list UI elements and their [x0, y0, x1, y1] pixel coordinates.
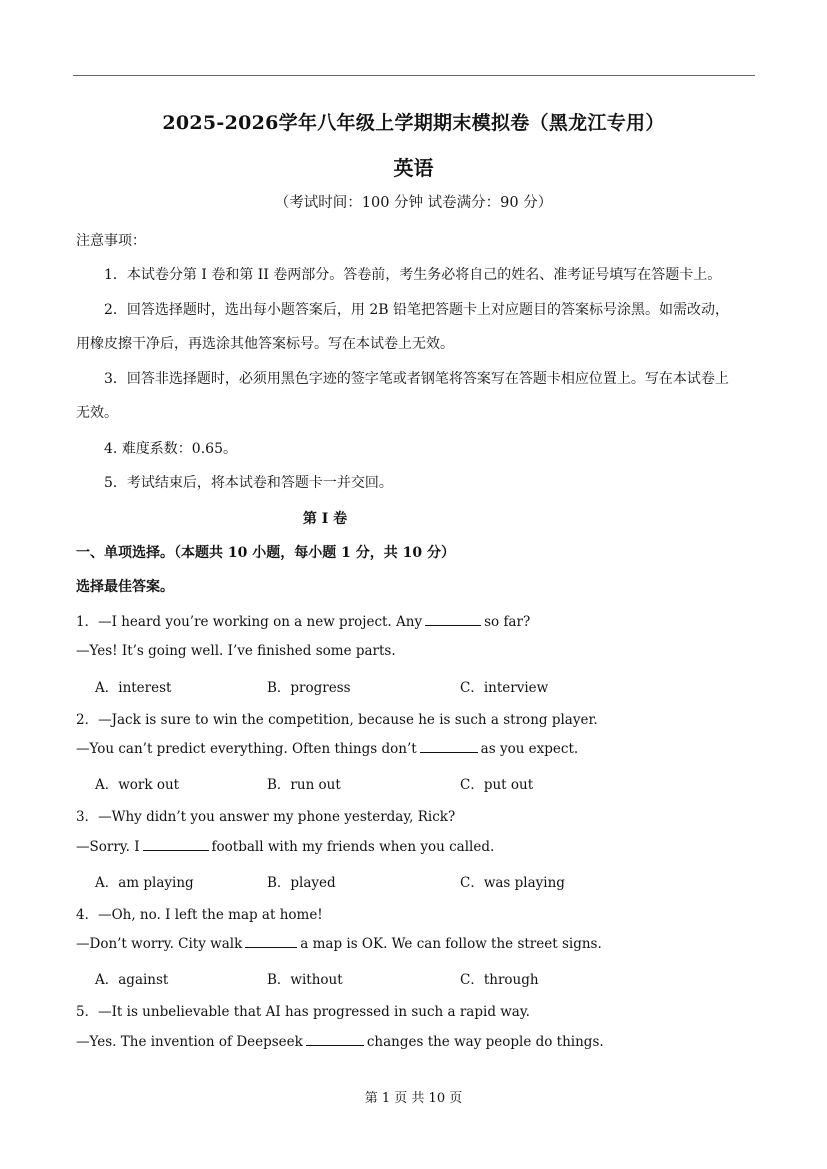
- note-item-1: 1．本试卷分第 I 卷和第 II 卷两部分。答卷前，考生务必将自己的姓名、准考证号填写在答题卡上。: [104, 267, 722, 283]
- note-item-3-cont: 无效。: [76, 405, 118, 421]
- question-1-option-c: C．interview: [460, 680, 549, 696]
- note-item-5: 5．考试结束后，将本试卷和答题卡一并交回。: [104, 475, 393, 491]
- question-2-option-a: A．work out: [95, 777, 180, 793]
- page-footer: 第 1 页 共 10 页: [364, 1091, 463, 1106]
- exam-title: 2025-2026学年八年级上学期期末模拟卷（黑龙江专用）: [162, 112, 665, 134]
- question-5-stem: 5．—It is unbelievable that AI has progressed in such a rapid way.: [76, 1004, 530, 1020]
- question-1-reply: —Yes! It’s going well. I’ve finished some parts.: [76, 643, 396, 659]
- instruction: 选择最佳答案。: [76, 579, 174, 595]
- subject-title: 英语: [393, 156, 434, 180]
- question-3-stem: 3．—Why didn’t you answer my phone yesterday, Rick?: [76, 809, 456, 825]
- question-3-option-b: B．played: [267, 875, 336, 891]
- note-item-2-cont: 用橡皮擦干净后，再选涂其他答案标号。写在本试卷上无效。: [76, 336, 454, 352]
- question-2-option-b: B．run out: [267, 777, 341, 793]
- question-4-reply: —Don’t worry. City walk a map is OK. We can follow the street signs.: [76, 936, 602, 952]
- answer-blank: [425, 613, 481, 626]
- note-item-3: 3．回答非选择题时，必须用黑色字迹的签字笔或者钢笔将答案写在答题卡相应位置上。写在本试卷上: [104, 371, 729, 387]
- answer-blank: [306, 1033, 364, 1046]
- part-title: 一、单项选择。（本题共 10 小题，每小题 1 分，共 10 分）: [76, 545, 455, 561]
- answer-blank: [245, 935, 297, 948]
- question-1-option-a: A．interest: [95, 680, 172, 696]
- question-4-option-c: C．through: [460, 972, 539, 988]
- question-1-option-b: B．progress: [267, 680, 351, 696]
- notes-heading: 注意事项：: [76, 233, 146, 249]
- question-3-option-a: A．am playing: [95, 875, 194, 891]
- header-rule: [73, 75, 755, 76]
- question-2-option-c: C．put out: [460, 777, 534, 793]
- question-4-option-a: A．against: [95, 972, 169, 988]
- answer-blank: [143, 838, 209, 851]
- exam-info: （考试时间：100 分钟 试卷满分：90 分）: [274, 195, 553, 211]
- question-5-reply: —Yes. The invention of Deepseek changes the way people do things.: [76, 1034, 604, 1050]
- question-4-stem: 4．—Oh, no. I left the map at home!: [76, 907, 323, 923]
- question-3-option-c: C．was playing: [460, 875, 565, 891]
- question-2-stem: 2．—Jack is sure to win the competition, because he is such a strong player.: [76, 712, 598, 728]
- question-2-reply: —You can’t predict everything. Often things don’t as you expect.: [76, 741, 579, 757]
- question-4-option-b: B．without: [267, 972, 343, 988]
- answer-blank: [420, 740, 478, 753]
- note-item-2: 2．回答选择题时，选出每小题答案后，用 2B 铅笔把答题卡上对应题目的答案标号涂黑。如需改动，: [104, 302, 730, 318]
- note-item-4: 4. 难度系数：0.65。: [104, 441, 237, 457]
- question-1-stem: 1．—I heard you’re working on a new project. Any so far?: [76, 614, 531, 630]
- volume-title: 第 I 卷: [302, 511, 348, 527]
- question-3-reply: —Sorry. I football with my friends when you called.: [76, 839, 495, 855]
